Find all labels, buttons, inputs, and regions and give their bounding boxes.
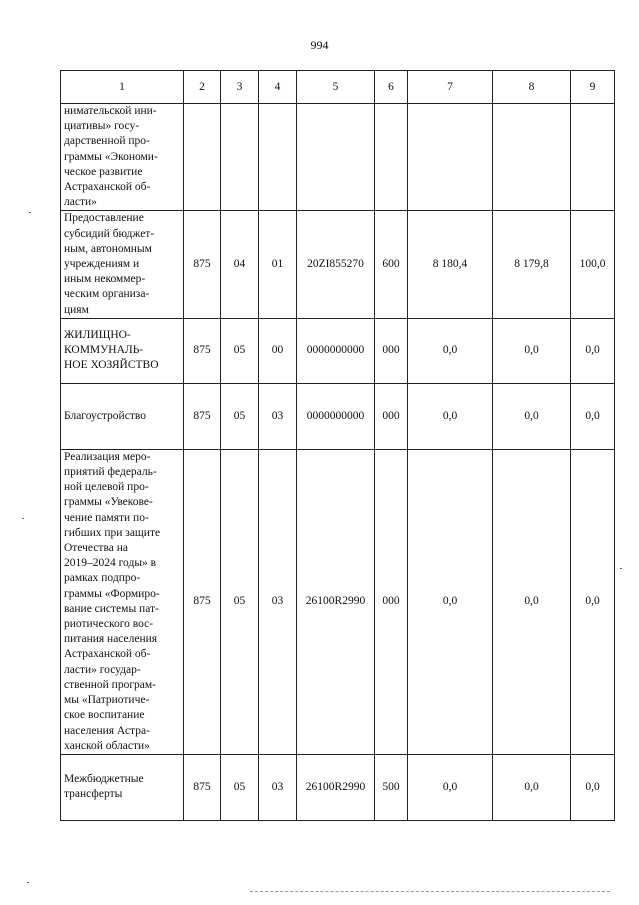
row-name: ЖИЛИЩНО- КОММУНАЛЬ- НОЕ ХОЗЯЙСТВО	[61, 318, 184, 383]
header-cell: 2	[184, 71, 221, 104]
cell-value-7: 8 180,4	[408, 211, 493, 318]
header-cell: 9	[571, 71, 615, 104]
cell-expense-type	[375, 104, 408, 211]
cell-section: 05	[221, 318, 259, 383]
cell-target-article: 0000000000	[297, 383, 375, 449]
cell-value-8: 8 179,8	[493, 211, 571, 318]
cell-subsection: 00	[259, 318, 297, 383]
cell-value-7	[408, 104, 493, 211]
cell-value-9: 0,0	[571, 754, 615, 820]
cell-section	[221, 104, 259, 211]
cell-code	[184, 104, 221, 211]
scan-speck	[22, 518, 24, 519]
table-header-row	[61, 71, 615, 104]
cell-expense-type: 000	[375, 449, 408, 754]
scan-edge-line	[250, 891, 610, 892]
cell-expense-type: 600	[375, 211, 408, 318]
cell-value-9: 0,0	[571, 449, 615, 754]
cell-value-7: 0,0	[408, 754, 493, 820]
cell-code: 875	[184, 754, 221, 820]
cell-target-article	[297, 104, 375, 211]
row-name: Предоставление субсидий бюджет- ным, автономным учреждениям и иным некоммер- ческим организа- циям	[61, 211, 184, 318]
scan-speck	[620, 568, 622, 569]
cell-code: 875	[184, 318, 221, 383]
header-cell: 1	[61, 71, 184, 104]
cell-value-7: 0,0	[408, 449, 493, 754]
cell-expense-type: 000	[375, 318, 408, 383]
header-cell: 6	[375, 71, 408, 104]
cell-code: 875	[184, 211, 221, 318]
cell-expense-type: 000	[375, 383, 408, 449]
cell-target-article: 26100R2990	[297, 449, 375, 754]
cell-value-9: 0,0	[571, 383, 615, 449]
scan-speck	[29, 212, 31, 213]
table-row	[61, 318, 615, 383]
header-cell: 4	[259, 71, 297, 104]
header-cell: 5	[297, 71, 375, 104]
cell-code: 875	[184, 383, 221, 449]
cell-target-article: 20ZI855270	[297, 211, 375, 318]
header-cell: 7	[408, 71, 493, 104]
cell-subsection: 03	[259, 383, 297, 449]
header-cell: 3	[221, 71, 259, 104]
cell-value-9: 0,0	[571, 318, 615, 383]
cell-section: 04	[221, 211, 259, 318]
cell-section: 05	[221, 383, 259, 449]
row-name: нимательской ини- циативы» госу- дарственной про- граммы «Экономи- ческое развитие Астраханской об- ласти»	[61, 104, 184, 211]
cell-value-8: 0,0	[493, 754, 571, 820]
cell-subsection	[259, 104, 297, 211]
scan-speck	[27, 882, 29, 883]
cell-value-9: 100,0	[571, 211, 615, 318]
table-row	[61, 104, 615, 211]
cell-subsection: 01	[259, 211, 297, 318]
page-number: 994	[310, 38, 329, 52]
budget-table	[60, 70, 615, 821]
table-row	[61, 754, 615, 820]
table-row	[61, 383, 615, 449]
cell-value-7: 0,0	[408, 383, 493, 449]
row-name: Межбюджетные трансферты	[61, 754, 184, 820]
cell-section: 05	[221, 449, 259, 754]
cell-code: 875	[184, 449, 221, 754]
cell-target-article: 0000000000	[297, 318, 375, 383]
table-row	[61, 211, 615, 318]
cell-value-9	[571, 104, 615, 211]
table-row	[61, 449, 615, 754]
cell-subsection: 03	[259, 754, 297, 820]
cell-value-7: 0,0	[408, 318, 493, 383]
cell-subsection: 03	[259, 449, 297, 754]
cell-expense-type: 500	[375, 754, 408, 820]
cell-value-8: 0,0	[493, 383, 571, 449]
row-name: Реализация меро- приятий федераль- ной целевой про- граммы «Увекове- чение памяти по- гибших при защите Отечества на 2019–2024 годы» в рамках подпро- граммы «Формиро- вание системы пат- риотического вос- питания населения Астраханской об- ласти» государ- ственной програм- мы «Патриотиче- ское воспитание населения Астра- ханской области»	[61, 449, 184, 754]
header-cell: 8	[493, 71, 571, 104]
cell-section: 05	[221, 754, 259, 820]
cell-value-8: 0,0	[493, 318, 571, 383]
cell-value-8	[493, 104, 571, 211]
cell-target-article: 26100R2990	[297, 754, 375, 820]
cell-value-8: 0,0	[493, 449, 571, 754]
row-name: Благоустройство	[61, 383, 184, 449]
